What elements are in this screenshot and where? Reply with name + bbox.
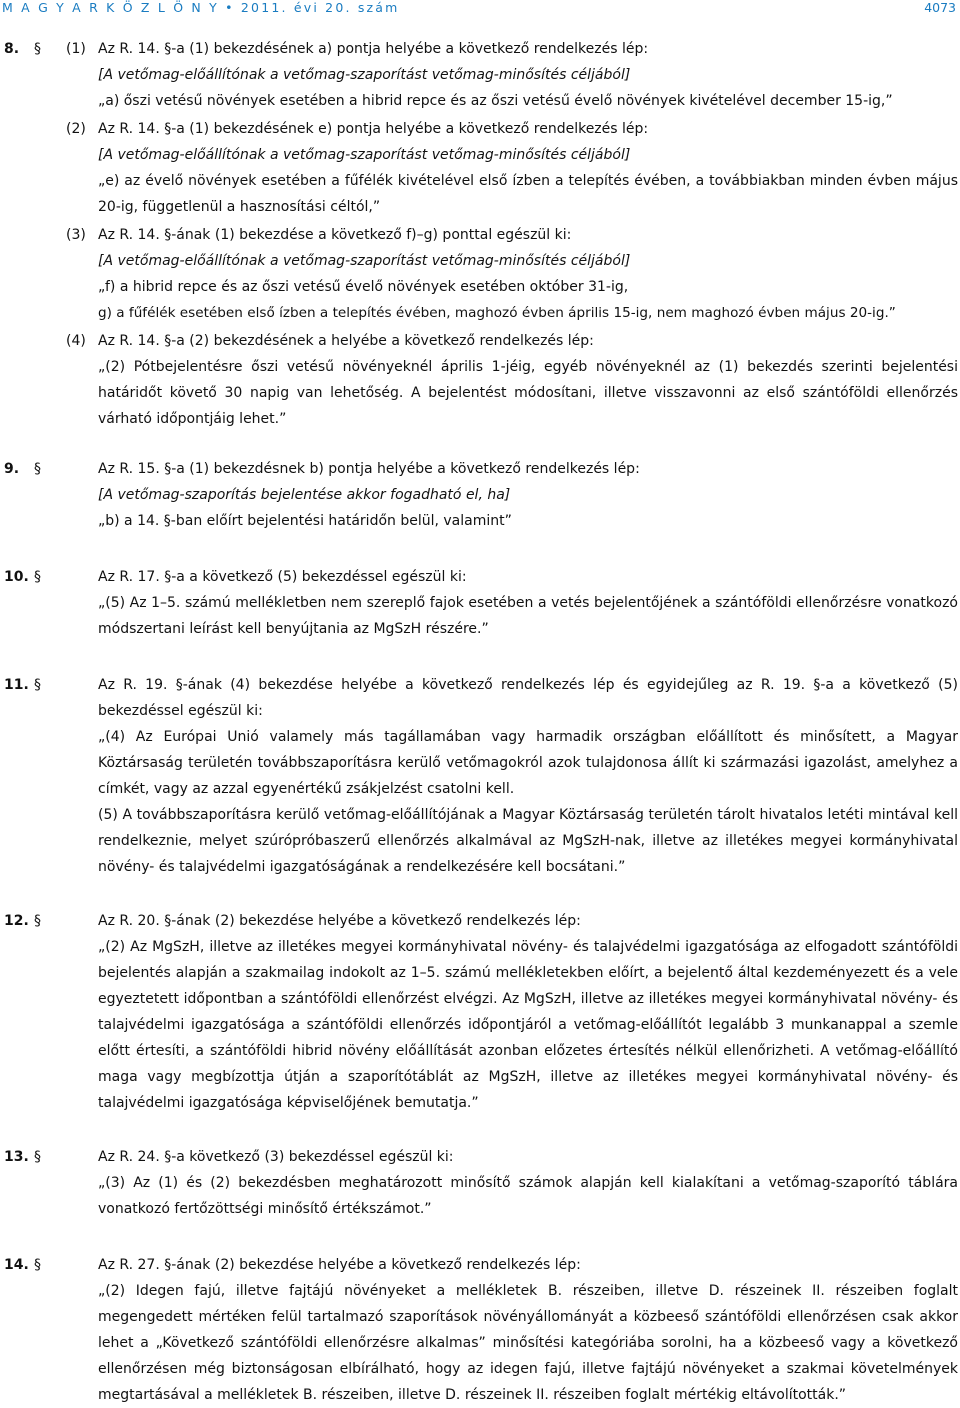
section-intro: Az R. 19. §-ának (4) bekezdése helyébe a következő rendelkezés lép és egyidejűleg az R. 19. §-a a következő (5) bekezdéssel egészül ki:: [98, 677, 958, 719]
section-number: 13.: [4, 1149, 29, 1165]
subsection-intro: Az R. 14. §-a (1) bekezdésének e) pontja helyébe a következő rendelkezés lép:: [98, 121, 649, 137]
subsection-text: „e) az évelő növények esetében a fűfélék kivételével első ízben a telepítés évében, a továbbiakban minden évben május 20-ig, függetlenül a hasznosítási céltól,”: [98, 173, 958, 215]
section-mark: §: [34, 569, 41, 585]
section-number: 12.: [4, 913, 29, 929]
section-intro: Az R. 15. §-a (1) bekezdésnek b) pontja helyébe a következő rendelkezés lép:: [98, 461, 640, 477]
section-intro: Az R. 20. §-ának (2) bekezdése helyébe a következő rendelkezés lép:: [98, 913, 581, 929]
section-text-2: (5) A továbbszaporításra kerülő vetőmag-előállítójának a Magyar Köztársaság területén tárolt hivatalos letéti mintával kell rendelkeznie, melyet szúrópróbaszerű ellenőrzés alkalmával az MgSzH-nak, illetve az illetékes megyei kormányhivatal növény- és talajvédelmi igazgatóságának a rendelkezésére kell bocsátani.”: [98, 807, 958, 875]
section-text: „(2) Az MgSzH, illetve az illetékes megyei kormányhivatal növény- és talajvédelmi igazgatósága az elfogadott szántóföldi bejelentés alapján a szakmailag indokolt az 1–5. számú mellékletekben előírt, a bejelentő által kezdeményezett és a vele egyeztetett időpontban a szántóföldi ellenőrzést elvégzi. Az MgSzH, illetve az illetékes megyei kormányhivatal növény- és talajvédelmi igazgatósága a szántóföldi ellenőrzés időpontjáról a vetőmag-előállítót legalább 3 munkanappal a szemle előtt értesíti, a szántóföldi hibrid növény előállítását azonban előzetes értesítés nélkül ellenőrizheti. A vetőmag-előállító maga vagy megbízottja útján a szaporítótáblát az MgSzH, illetve az illetékes megyei kormányhivatal növény- és talajvédelmi igazgatósága képviselőjének bemutatja.”: [98, 939, 958, 1111]
section-mark: §: [34, 461, 41, 477]
section-10: [4, 564, 958, 648]
subsection-italic: [A vetőmag-előállítónak a vetőmag-szaporítást vetőmag-minősítés céljából]: [98, 67, 631, 83]
section-text: „(3) Az (1) és (2) bekezdésben meghatározott minősítő számok alapján kell kialakítani a vetőmag-szaporító táblára vonatkozó fertőzöttségi minősítő értékszámot.”: [98, 1175, 958, 1217]
section-mark: §: [34, 913, 41, 929]
subsection-label: (1): [66, 41, 86, 57]
section-text: „(2) Idegen fajú, illetve fajtájú növényeket a mellékletek B. részeiben, illetve D. részeinek II. részeiben foglalt megengedett mértéken felül tartalmazó szaporítások növényállományát a közbeeső szántóföldi ellenőrzésen csak akkor lehet a „Következő szántóföldi ellenőrzésre alkalmas” minősítési kategóriába sorolni, ha a közbeeső vagy a következő ellenőrzésen még biztonságosan elbírálható, hogy az idegen fajú, illetve fajtájú növényeket a szakmai követelmények megtartásával a mellékletek B. részeiben, illetve D. részeinek II. részeiben foglalt mértékig eltávolították.”: [98, 1283, 958, 1403]
section-text: „b) a 14. §-ban előírt bejelentési határidőn belül, valamint”: [98, 513, 512, 529]
section-number: 11.: [4, 677, 29, 693]
section-14: [4, 1252, 958, 1408]
page-number: 4073: [924, 0, 956, 15]
subsection-text: „(2) Pótbejelentésre őszi vetésű növényeknél április 1-jéig, egyéb növényeknél az (1) bekezdés szerinti bejelentési határidőt követő 30 napig van lehetőség. A bejelentést módosítani, illetve visszavonni az első szántóföldi ellenőrzés várható időpontjáig lehet.”: [98, 359, 958, 427]
section-intro: Az R. 17. §-a a következő (5) bekezdéssel egészül ki:: [98, 569, 467, 585]
section-text: „(5) Az 1–5. számú mellékletben nem szereplő fajok esetében a vetés bejelentőjének a szántóföldi ellenőrzésre vonatkozó módszertani leírást kell benyújtania az MgSzH részére.”: [98, 595, 958, 637]
section-13: [4, 1144, 958, 1228]
section-mark: §: [34, 41, 41, 57]
section-number: 8.: [4, 41, 20, 57]
subsection-label: (2): [66, 121, 86, 137]
section-text: „(4) Az Európai Unió valamely más tagállamában vagy harmadik országban előállított és minősített, a Magyar Köztársaság területén továbbszaporításra kerülő vetőmagokról azok tulajdonosa állít ki származási igazolást, amelyhez a címkét, vagy az azzal egyenértékű zsákjelzést csatolni kell.: [98, 729, 958, 797]
section-number: 14.: [4, 1257, 29, 1273]
document-body: [4, 36, 958, 1408]
subsection-label: (4): [66, 333, 86, 349]
subsection-text: „f) a hibrid repce és az őszi vetésű évelő növények esetében október 31-ig,: [98, 279, 629, 295]
section-11: [4, 672, 958, 884]
section-8: [4, 36, 958, 427]
subsection-italic: [A vetőmag-előállítónak a vetőmag-szaporítást vetőmag-minősítés céljából]: [98, 253, 631, 269]
section-mark: §: [34, 1257, 41, 1273]
section-12: [4, 908, 958, 1120]
subsection-intro: Az R. 14. §-a (2) bekezdésének a helyébe a következő rendelkezés lép:: [98, 333, 594, 349]
section-mark: §: [34, 1149, 41, 1165]
section-intro: Az R. 24. §-a következő (3) bekezdéssel egészül ki:: [98, 1149, 454, 1165]
section-italic: [A vetőmag-szaporítás bejelentése akkor fogadható el, ha]: [98, 487, 511, 503]
journal-title: M A G Y A R K Ö Z L Ö N Y • 2011. évi 20. szám: [2, 0, 400, 15]
section-mark: §: [34, 677, 41, 693]
page-header: [2, 0, 956, 22]
subsection-intro: Az R. 14. §-ának (1) bekezdése a következő f)–g) ponttal egészül ki:: [98, 227, 572, 243]
subsection-intro: Az R. 14. §-a (1) bekezdésének a) pontja helyébe a következő rendelkezés lép:: [98, 41, 649, 57]
subsection-text: „a) őszi vetésű növények esetében a hibrid repce és az őszi vetésű évelő növények kivételével december 15-ig,”: [98, 93, 893, 109]
section-number: 10.: [4, 569, 29, 585]
section-9: [4, 456, 958, 540]
section-intro: Az R. 27. §-ának (2) bekezdése helyébe a következő rendelkezés lép:: [98, 1257, 581, 1273]
section-number: 9.: [4, 461, 20, 477]
subsection-text-2: g) a fűfélék esetében első ízben a telepítés évében, maghozó évben április 15-ig, nem maghozó évben május 20-ig.”: [98, 305, 896, 321]
subsection-italic: [A vetőmag-előállítónak a vetőmag-szaporítást vetőmag-minősítés céljából]: [98, 147, 631, 163]
subsection-label: (3): [66, 227, 86, 243]
